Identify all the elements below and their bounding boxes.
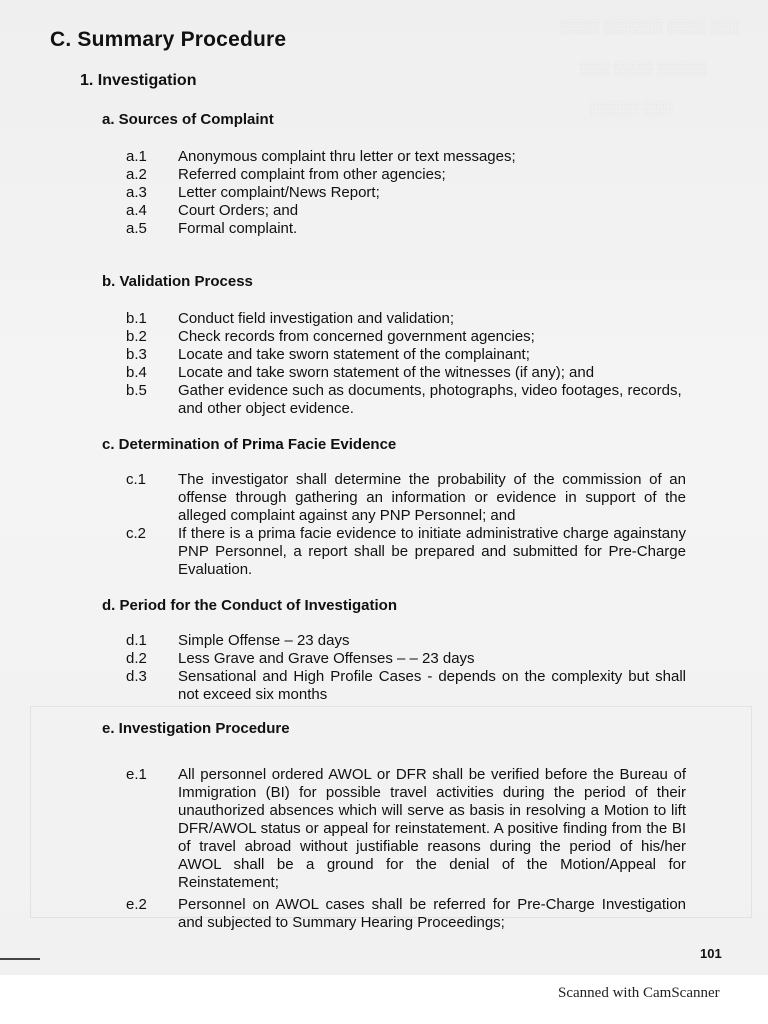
item-text: Check records from concerned government agencies;	[178, 328, 535, 345]
page-title: C. Summary Procedure	[50, 28, 287, 51]
page-edge-mark	[0, 958, 40, 960]
list-item	[126, 202, 686, 220]
section-investigation-heading	[80, 72, 196, 90]
item-number: b.1	[126, 310, 147, 327]
item-text: All personnel ordered AWOL or DFR shall be verified before the Bureau of Immigration (BI) for possible travel activities during the period of their unauthorized absences which will serve as basis in resolving a Motion to lift DFR/AWOL status or appeal for reinstatement. A positive finding from the BI of travel abroad without justifiable reasons during the period of his/her AWOL shall be a ground for the denial of the Motion/Appeal for Reinstatement;	[178, 766, 686, 891]
bleed-through-text: ░░░ ░░░░░	[590, 100, 674, 116]
item-text: Formal complaint.	[178, 220, 298, 237]
item-text: Letter complaint/News Report;	[178, 184, 380, 201]
item-text: The investigator shall determine the probability of the commission of an offense through gathering an information or evidence in support of the alleged complaint against any PNP Personnel; and	[178, 471, 686, 524]
list-item	[126, 310, 686, 328]
list-item	[126, 220, 686, 238]
item-number: e.2	[126, 896, 147, 913]
item-number: a.5	[126, 220, 147, 237]
item-number: d.1	[126, 632, 147, 649]
item-number: a.1	[126, 148, 147, 165]
subsection-b-heading: b. Validation Process	[102, 273, 253, 290]
list-item	[126, 896, 686, 932]
subsection-e-heading: e. Investigation Procedure	[102, 720, 290, 737]
item-number: b.5	[126, 382, 147, 399]
item-text: Court Orders; and	[178, 202, 299, 219]
item-text: Conduct field investigation and validation;	[178, 310, 455, 327]
subsection-a-heading: a. Sources of Complaint	[102, 111, 274, 128]
item-number: a.3	[126, 184, 147, 201]
scanner-watermark: Scanned with CamScanner	[558, 985, 720, 1001]
item-text: Referred complaint from other agencies;	[178, 166, 446, 183]
bleed-through-text: ░░░░░ ░░░░ ░░░	[580, 60, 707, 76]
list-item	[126, 650, 686, 668]
list-item	[126, 766, 686, 892]
page-number: 101	[700, 946, 722, 961]
item-number: d.3	[126, 668, 147, 685]
item-text: Anonymous complaint thru letter or text messages;	[178, 148, 516, 165]
item-text: Locate and take sworn statement of the witnesses (if any); and	[178, 364, 595, 381]
list-item	[126, 166, 686, 184]
item-number: a.2	[126, 166, 147, 183]
item-number: e.1	[126, 766, 147, 783]
list-item	[126, 184, 686, 202]
subsection-d-heading: d. Period for the Conduct of Investigation	[102, 597, 397, 614]
item-number: b.2	[126, 328, 147, 345]
section-number: 1.	[80, 72, 94, 89]
item-number: b.4	[126, 364, 147, 381]
section-title: Investigation	[97, 72, 197, 89]
list-item	[126, 148, 686, 166]
item-number: b.3	[126, 346, 147, 363]
item-text: Sensational and High Profile Cases - depends on the complexity but shall not exceed six months	[178, 668, 686, 703]
item-text: Simple Offense – 23 days	[178, 632, 350, 649]
list-item	[126, 632, 686, 650]
item-number: a.4	[126, 202, 147, 219]
item-text: Gather evidence such as documents, photographs, video footages, records, and other object evidence.	[178, 382, 682, 417]
item-number: d.2	[126, 650, 147, 667]
list-item	[126, 525, 686, 579]
item-number: c.1	[126, 471, 147, 488]
list-item	[126, 382, 686, 418]
item-text: Locate and take sworn statement of the complainant;	[178, 346, 530, 363]
subsection-c-heading: c. Determination of Prima Facie Evidence	[102, 436, 397, 453]
item-text: Less Grave and Grave Offenses – – 23 days	[178, 650, 475, 667]
list-item	[126, 471, 686, 525]
list-item	[126, 364, 686, 382]
bleed-through-text: ░░░ ░░░░ ░░░░░░ ░░░░	[560, 18, 741, 34]
item-number: c.2	[126, 525, 147, 542]
item-text: Personnel on AWOL cases shall be referred for Pre-Charge Investigation and subjected to Summary Hearing Proceedings;	[178, 896, 686, 931]
item-text: If there is a prima facie evidence to initiate administrative charge againstany PNP Personnel, a report shall be prepared and submitted for Pre-Charge Evaluation.	[178, 525, 686, 578]
list-item	[126, 668, 686, 704]
list-item	[126, 328, 686, 346]
list-item	[126, 346, 686, 364]
